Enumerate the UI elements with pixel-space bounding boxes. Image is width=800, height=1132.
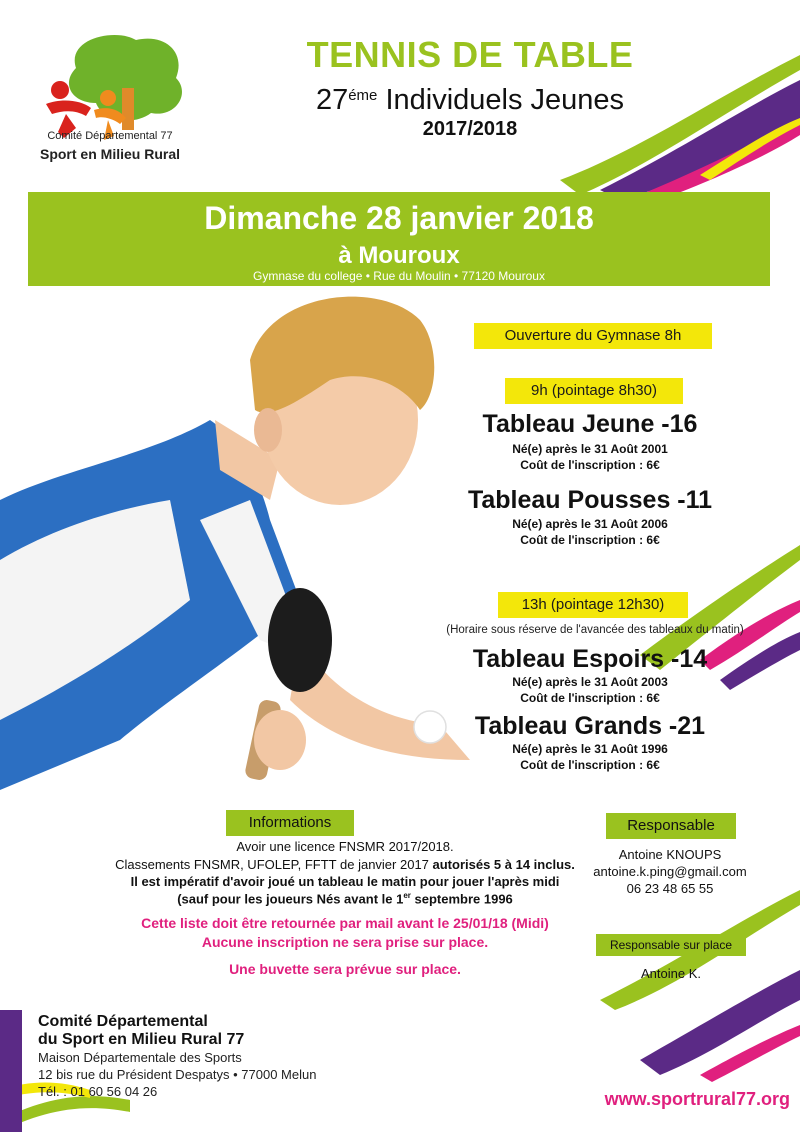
tableau-born: Né(e) après le 31 Août 1996 (512, 742, 668, 756)
info-buvette: Une buvette sera prévue sur place. (229, 961, 461, 977)
tableau-title: Tableau Espoirs -14 (472, 645, 708, 673)
footer-org-line1: Comité Départemental (38, 1013, 208, 1030)
website-link[interactable]: www.sportrural77.org (604, 1089, 790, 1109)
player-illustration (0, 297, 470, 790)
footer-address-line2: 12 bis rue du Président Despatys • 77000 Melun (38, 1067, 317, 1082)
logo-org-line2: Sport en Milieu Rural (39, 146, 180, 162)
tableau-born: Né(e) après le 31 Août 2006 (512, 517, 668, 531)
tableau-title: Tableau Jeune -16 (482, 410, 698, 438)
onsite-responsable-label: Responsable sur place (596, 934, 746, 956)
responsable-label: Responsable (606, 813, 736, 839)
tableau-cost: Coût de l'inscription : 6€ (520, 691, 660, 705)
informations-label: Informations (226, 810, 354, 836)
morning-time-label: 9h (pointage 8h30) (505, 378, 683, 404)
player-hand (254, 710, 306, 770)
tableau-cost: Coût de l'inscription : 6€ (520, 458, 660, 472)
responsable-email[interactable]: antoine.k.ping@gmail.com (593, 864, 747, 879)
info-deadline: Cette liste doit être retournée par mail avant le 25/01/18 (Midi) (141, 915, 549, 931)
responsable-phone: 06 23 48 65 55 (626, 881, 714, 896)
swoosh-bottom-purple (0, 1010, 22, 1132)
poster-season: 2017/2018 (422, 118, 518, 140)
onsite-responsable-name: Antoine K. (641, 966, 701, 981)
tableau-cost: Coût de l'inscription : 6€ (520, 758, 660, 772)
info-line-imperatif: Il est impératif d'avoir joué un tableau le matin pour jouer l'après midi (130, 874, 560, 889)
afternoon-note: (Horaire sous réserve de l'avancée des tableaux du matin) (446, 624, 744, 636)
footer-phone: Tél. : 01 60 56 04 26 (38, 1084, 158, 1099)
tableau-born: Né(e) après le 31 Août 2003 (512, 675, 668, 689)
footer-org-line2: du Sport en Milieu Rural 77 (38, 1031, 245, 1048)
tableau-cost: Coût de l'inscription : 6€ (520, 533, 660, 547)
tableau-born: Né(e) après le 31 Août 2001 (512, 442, 668, 456)
event-date: Dimanche 28 janvier 2018 (204, 200, 594, 236)
opening-label: Ouverture du Gymnase 8h (474, 323, 712, 349)
responsable-name: Antoine KNOUPS (618, 847, 722, 862)
poster-subtitle: $27^{éme}$ Individuels Jeunes (315, 84, 625, 116)
paddle-rubber (268, 588, 332, 692)
info-line-exception: (sauf pour les joueurs Nés avant le 1er septembre 1996 (177, 891, 513, 907)
info-line-classements: Classements FNSMR, UFOLEP, FFTT de janvier 2017 autorisés 5 à 14 inclus. (115, 857, 575, 872)
poster-title: TENNIS DE TABLE (306, 34, 634, 75)
event-address: Gymnase du college • Rue du Moulin • 77120 Mouroux (253, 269, 545, 283)
tableau-title: Tableau Grands -21 (474, 712, 706, 740)
info-line-licence: Avoir une licence FNSMR 2017/2018. (236, 839, 454, 854)
tableau-title: Tableau Pousses -11 (467, 486, 713, 514)
info-no-onsite-registration: Aucune inscription ne sera prise sur place. (201, 934, 489, 950)
logo-org-line1: Comité Départemental 77 (47, 130, 173, 142)
player-ear (254, 408, 282, 452)
afternoon-time-label: 13h (pointage 12h30) (498, 592, 688, 618)
event-place: à Mouroux (338, 242, 460, 269)
footer-address-line1: Maison Départementale des Sports (38, 1050, 242, 1065)
